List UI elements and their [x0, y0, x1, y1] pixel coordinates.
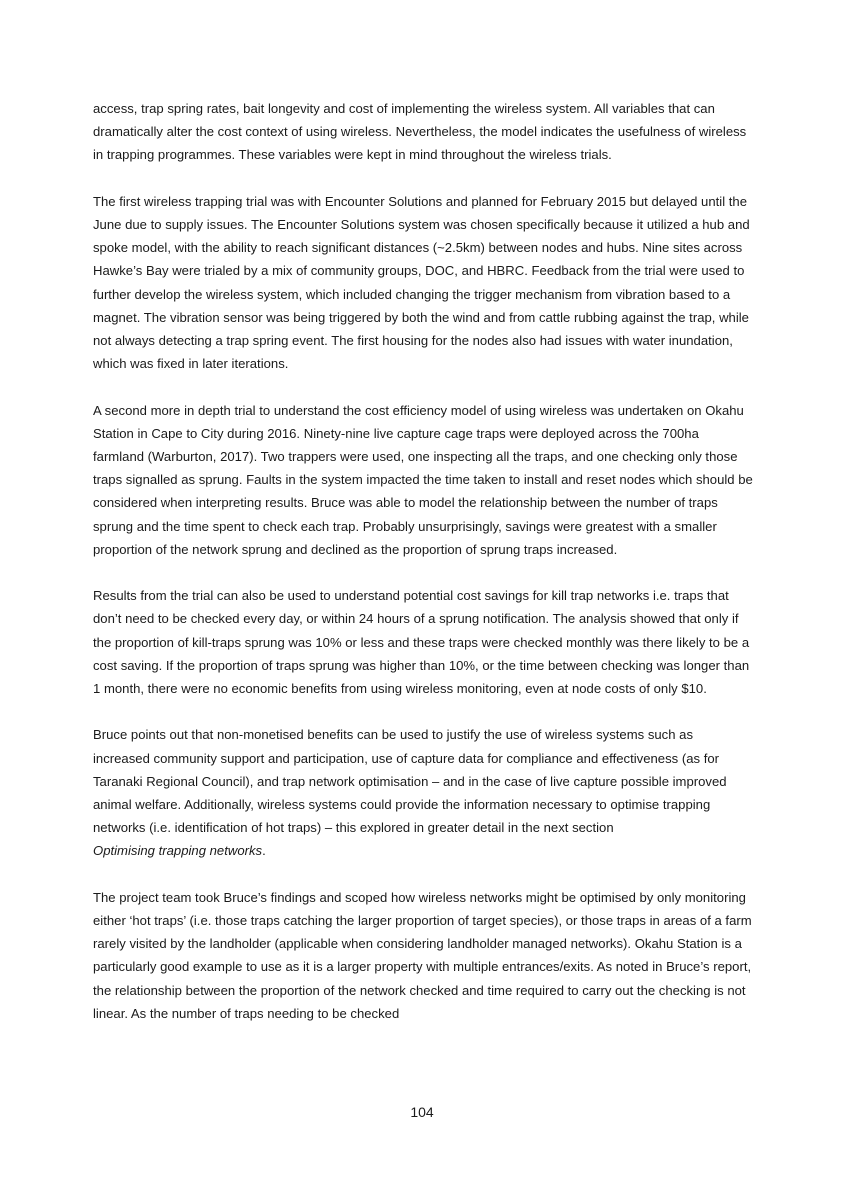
paragraph-6: The project team took Bruce’s findings and scoped how wireless networks might be optimised by only monitoring either ‘hot traps’ (i.e. those traps catching the larger proportion of target species), or those traps in areas of a farm rarely visited by the landholder (applicable when considering landholder managed networks). Okahu Station is a particularly good example to use as it is a larger property with multiple entrances/exits. As noted in Bruce’s report, the relationship between the proportion of the network checked and time required to carry out the checking is not linear. As the number of traps needing to be checked	[93, 889, 752, 1021]
paragraph-2: The first wireless trapping trial was with Encounter Solutions and planned for February 2015 but delayed until the June due to supply issues. The Encounter Solutions system was chosen specifically because it utilized a hub and spoke model, with the ability to reach significant distances (~2.5km) between nodes and hubs. Nine sites across Hawke’s Bay were trialed by a mix of community groups, DOC, and HBRC. Feedback from the trial were used to further develop the wireless system, which included changing the trigger mechanism from vibration based to a magnet. The vibration sensor was being triggered by both the wind and from cattle rubbing against the trap, while not always detecting a trap spring event. The first housing for the nodes also had issues with water inundation, which was fixed in later iterations.	[93, 193, 750, 372]
paragraph-5-text: Bruce points out that non-monetised benefits can be used to justify the use of wireless systems such as increased community support and participation, use of capture data for compliance and effectiveness (as for Taranaki Regional Council), and trap network optimisation – and in the case of live capture possible improved animal welfare. Additionally, wireless systems could provide the information necessary to optimise trapping networks (i.e. identification of hot traps) – this explored in greater detail in the next section	[93, 727, 727, 836]
paragraph-5	[93, 723, 753, 862]
page-number: 104	[410, 1104, 434, 1120]
paragraph-4: Results from the trial can also be used to understand potential cost savings for kill trap networks i.e. traps that don’t need to be checked every day, or within 24 hours of a sprung notification. The analysis showed that only if the proportion of kill-traps sprung was 10% or less and these traps were checked monthly was there likely to be a cost saving. If the proportion of traps sprung was higher than 10%, or the time between checking was longer than 1 month, there were no economic benefits from using wireless monitoring, even at node costs of only $10.	[93, 588, 750, 697]
body-text	[93, 97, 753, 1048]
section-reference: Optimising trapping networks	[93, 843, 263, 859]
paragraph-3: A second more in depth trial to understand the cost efficiency model of using wireless was undertaken on Okahu Station in Cape to City during 2016. Ninety-nine live capture cage traps were deployed across the 700ha farmland (Warburton, 2017). Two trappers were used, one inspecting all the traps, and one checking only those traps signalled as sprung. Faults in the system impacted the time taken to install and reset nodes which should be considered when interpreting results. Bruce was able to model the relationship between the number of traps sprung and the time spent to check each trap. Probably unsurprisingly, savings were greatest with a smaller proportion of the network sprung and declined as the proportion of sprung traps increased.	[93, 402, 753, 557]
section-reference-suffix: .	[262, 843, 266, 859]
paragraph-1: access, trap spring rates, bait longevity and cost of implementing the wireless system. All variables that can dramatically alter the cost context of using wireless. Nevertheless, the model indicates the usefulness of wireless in trapping programmes. These variables were kept in mind throughout the wireless trials.	[93, 101, 747, 163]
